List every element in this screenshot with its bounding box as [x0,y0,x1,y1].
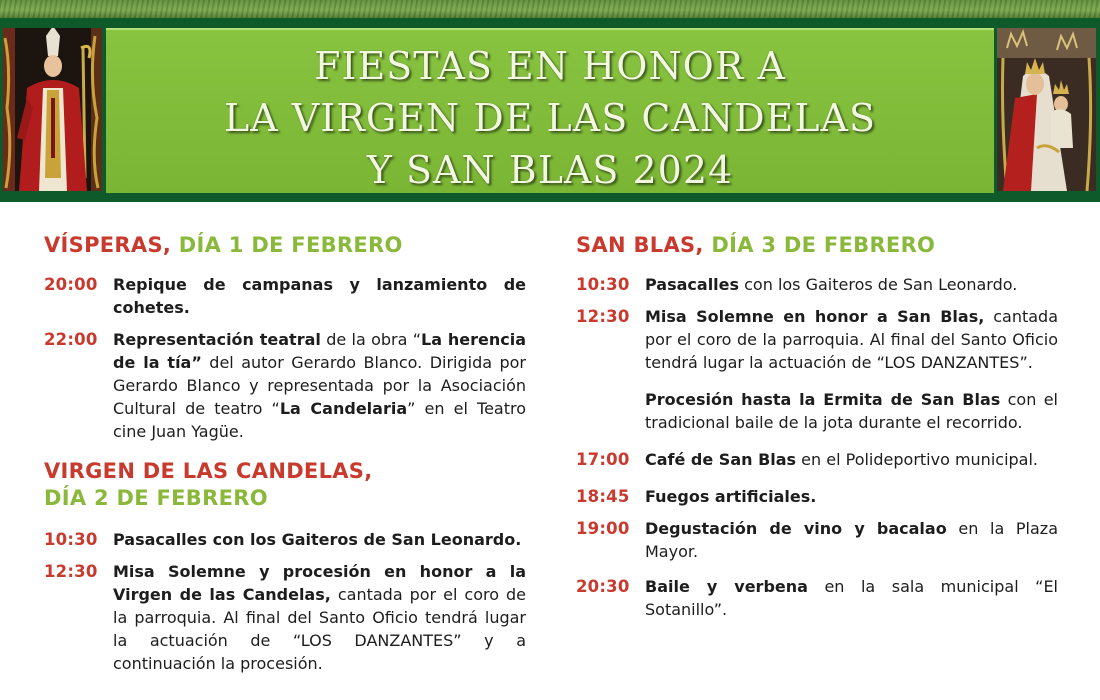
event-title: Café de San Blas [645,450,797,469]
event-title: Baile y verbena [645,577,808,596]
event-title: Degustación de vino y bacalao [645,519,947,538]
event-item [576,575,1058,621]
page-title [106,40,994,196]
grass-strip [0,0,1100,18]
section-heading-candelas [44,458,526,512]
event-time: 20:30 [576,577,630,596]
event-bold-text: La Candelaria [279,399,408,418]
heading-red: VIRGEN DE LAS CANDELAS, [44,459,373,483]
right-column [576,232,1058,630]
event-title: Misa Solemne y procesión en honor a la Virgen de las Candelas, [113,562,526,604]
event-time: 10:30 [576,275,630,294]
event-text: en el Polideportivo municipal. [796,450,1038,469]
event-description [113,273,526,319]
event-text: del autor Gerardo Blanco. Dirigida por Gerardo Blanco y representada por la Asociación Cultural de teatro “ [113,353,527,418]
event-description [113,528,526,551]
event-text: cantada por el coro de la parroquia. Al final del Santo Oficio tendrá lugar la actuación de “LOS DANZANTES” y a continuación la procesión. [113,585,527,673]
event-description [645,273,1058,296]
event-description [645,575,1058,621]
event-item [576,388,1058,434]
event-text: con los Gaiteros de San Leonardo. [739,275,1018,294]
event-description [645,485,1058,508]
event-description [645,388,1058,434]
event-item [576,448,1058,471]
event-item [44,328,526,443]
event-item [576,517,1058,563]
event-description [645,517,1058,563]
event-item [44,273,526,319]
title-banner [106,28,994,193]
title-line-2: LA VIRGEN DE LAS CANDELAS [224,96,876,140]
event-item [44,560,526,675]
heading-red: SAN BLAS, [576,233,704,257]
event-title: Procesión hasta la Ermita de San Blas [645,390,1001,409]
event-description [645,448,1058,471]
event-title: Repique de campanas y lanzamiento de cohetes. [113,275,526,317]
event-text: ” en el Teatro cine Juan Yagüe. [113,399,527,441]
event-time: 18:45 [576,487,630,506]
san-blas-image [3,28,102,191]
event-item [576,273,1058,296]
event-time: 17:00 [576,450,630,469]
event-title: Pasacalles con los Gaiteros de San Leonardo. [113,530,522,549]
event-time: 20:00 [44,275,98,294]
event-bold-text: La herencia de la tía” [113,330,526,372]
event-item [576,485,1058,508]
event-time: 10:30 [44,530,98,549]
event-text: en la Plaza Mayor. [645,519,1059,561]
title-line-1: FIESTAS EN HONOR A [314,44,786,88]
event-title: Fuegos artificiales. [645,487,817,506]
event-description [113,328,526,443]
event-text: con el tradicional baile de la jota durante el recorrido. [645,390,1058,432]
title-line-3: Y SAN BLAS 2024 [366,148,734,192]
event-time [576,388,645,434]
event-time: 12:30 [44,562,98,581]
virgen-candelas-image [997,28,1096,191]
event-title: Misa Solemne en honor a San Blas, [645,307,985,326]
event-time: 19:00 [576,519,630,538]
heading-green: DÍA 1 DE FEBRERO [178,233,403,257]
left-column [44,232,526,684]
event-item [576,305,1058,374]
event-description [645,305,1058,374]
header-bottom-line [0,200,1100,202]
heading-green: DÍA 2 DE FEBRERO [44,486,268,510]
event-title: Representación teatral [113,330,321,349]
event-text: cantada por el coro de la parroquia. Al final del Santo Oficio tendrá lugar la actuación de “LOS DANZANTES”. [645,307,1058,372]
event-time: 12:30 [576,307,630,326]
event-item [44,528,526,551]
event-time: 22:00 [44,330,98,349]
section-heading-san-blas [576,232,1058,259]
event-description [113,560,526,675]
event-text: de la obra “ [320,330,422,349]
heading-green: DÍA 3 DE FEBRERO [711,233,936,257]
section-heading-visperas [44,232,526,259]
event-title: Pasacalles [645,275,740,294]
heading-red: VÍSPERAS, [44,233,172,257]
event-text: en la sala municipal “El Sotanillo”. [645,577,1059,619]
